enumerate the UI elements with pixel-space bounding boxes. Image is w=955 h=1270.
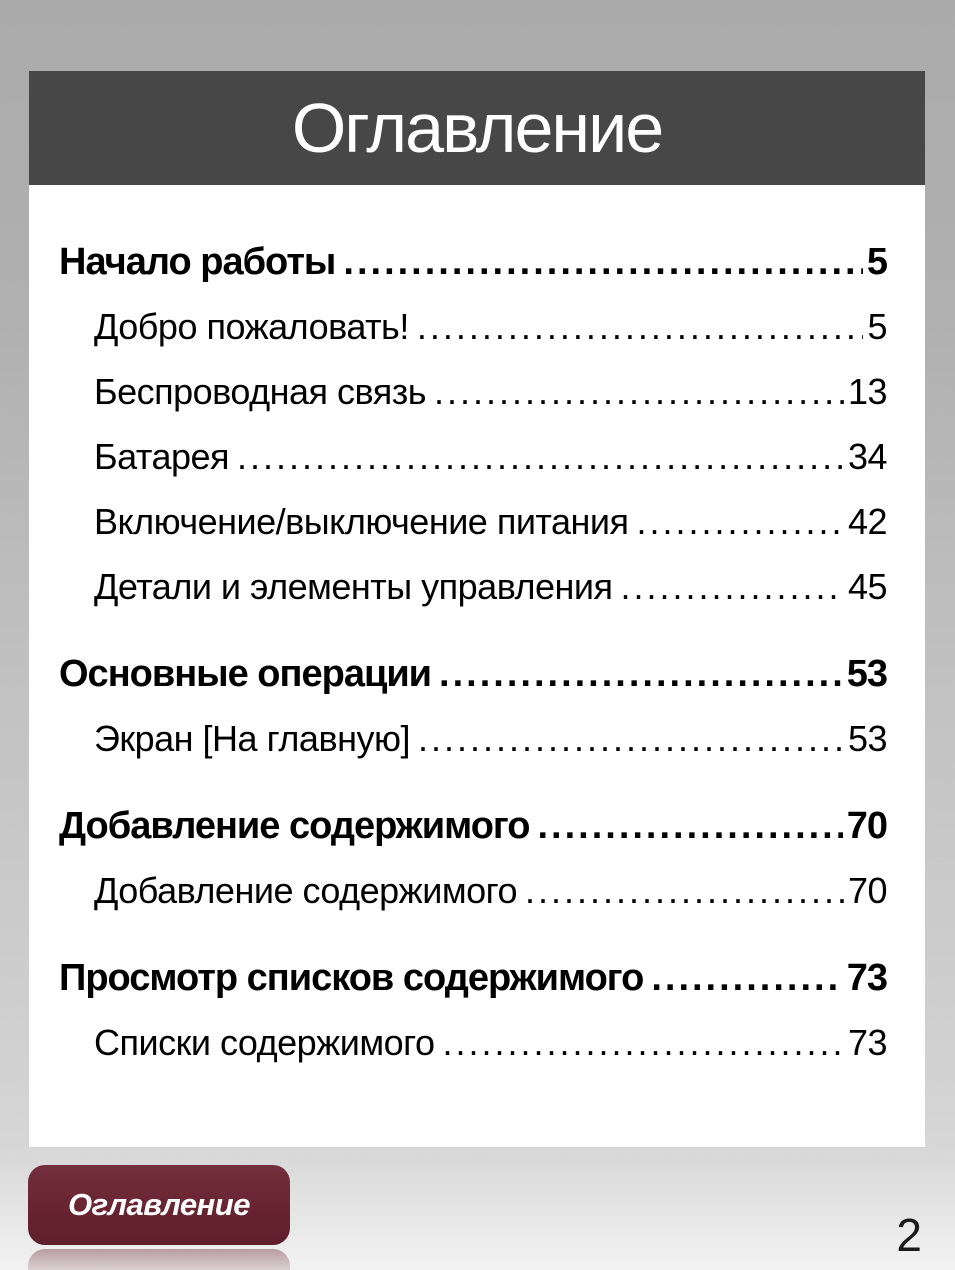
toc-entry-label: Добавление содержимого [94, 870, 517, 911]
toc-list [29, 185, 925, 1087]
dot-leader [418, 718, 844, 760]
toc-entry-page: 13 [847, 371, 887, 412]
toc-entry-label: Батарея [94, 436, 229, 477]
toc-entry[interactable] [59, 718, 887, 783]
toc-nav-button[interactable] [28, 1165, 290, 1245]
toc-entry-page: 42 [847, 501, 887, 542]
dot-leader [434, 371, 844, 413]
dot-leader [439, 653, 843, 696]
dot-leader [621, 566, 844, 608]
toc-entry[interactable] [59, 501, 887, 566]
toc-nav-button-reflection-decoration [28, 1249, 290, 1270]
toc-entry-label: Основные операции [59, 653, 432, 695]
toc-entry-label: Включение/выключение питания [94, 501, 629, 542]
toc-entry[interactable] [59, 805, 887, 870]
toc-entry-page: 53 [846, 653, 887, 695]
dot-leader [417, 306, 864, 348]
page-number: 2 [896, 1209, 922, 1261]
toc-entry[interactable] [59, 306, 887, 371]
toc-entry-label: Беспроводная связь [94, 371, 427, 412]
toc-entry-page: 5 [866, 241, 887, 283]
toc-entry-page: 34 [847, 436, 887, 477]
toc-entry[interactable] [59, 957, 887, 1022]
page-panel [29, 71, 925, 1147]
toc-entry[interactable] [59, 566, 887, 631]
toc-entry[interactable] [59, 1022, 887, 1087]
toc-entry-label: Начало работы [59, 241, 336, 283]
dot-leader [237, 436, 844, 478]
toc-entry-label: Добавление содержимого [59, 805, 530, 847]
dot-leader [525, 870, 844, 912]
toc-entry-label: Детали и элементы управления [94, 566, 613, 607]
dot-leader [442, 1022, 843, 1064]
toc-entry-page: 5 [867, 306, 887, 347]
toc-entry[interactable] [59, 241, 887, 306]
dot-leader [651, 957, 842, 1000]
toc-entry[interactable] [59, 371, 887, 436]
toc-entry-page: 53 [847, 718, 887, 759]
toc-entry-label: Списки содержимого [94, 1022, 435, 1063]
toc-entry-page: 45 [847, 566, 887, 607]
toc-entry-label: Добро пожаловать! [94, 306, 409, 347]
dot-leader [537, 805, 842, 848]
toc-entry-page: 70 [846, 805, 887, 847]
toc-entry-page: 73 [847, 1022, 887, 1063]
page-title: Оглавление [291, 89, 663, 167]
toc-entry-label: Просмотр списков содержимого [59, 957, 644, 999]
header-bar [29, 71, 925, 185]
toc-nav-button-label: Оглавление [68, 1187, 250, 1222]
toc-entry[interactable] [59, 653, 887, 718]
dot-leader [637, 501, 844, 543]
toc-entry[interactable] [59, 436, 887, 501]
toc-entry-page: 70 [847, 870, 887, 911]
dot-leader [343, 241, 862, 284]
toc-entry[interactable] [59, 870, 887, 935]
toc-entry-label: Экран [На главную] [94, 718, 410, 759]
toc-entry-page: 73 [846, 957, 887, 999]
